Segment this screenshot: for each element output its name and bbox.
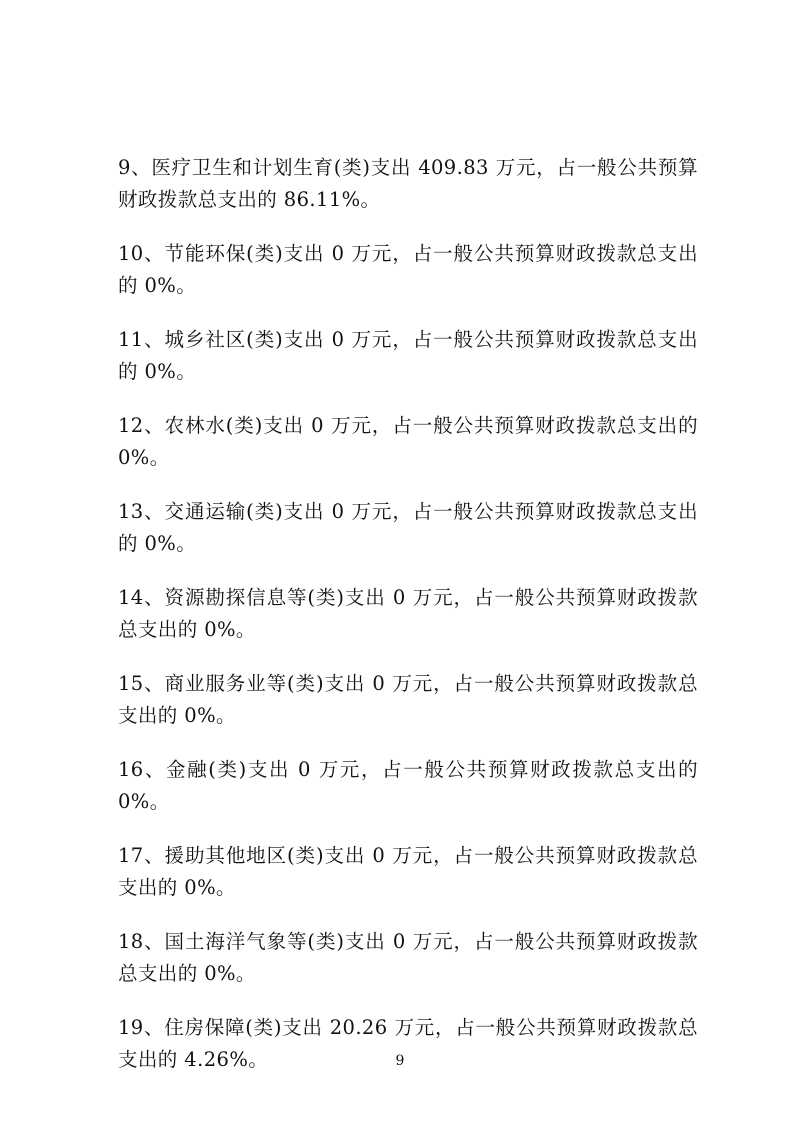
body-text (118, 152, 698, 1098)
paragraph-item-9: 9、医疗卫生和计划生育(类)支出 409.83 万元，占一般公共预算财政拨款总支出的 86.11%。 (118, 156, 698, 211)
paragraph-item-19: 19、住房保障(类)支出 20.26 万元，占一般公共预算财政拨款总支出的 4.26%。 (118, 1016, 698, 1071)
paragraph-item-10: 10、节能环保(类)支出 0 万元，占一般公共预算财政拨款总支出的 0%。 (118, 242, 698, 297)
paragraph-item-17: 17、援助其他地区(类)支出 0 万元，占一般公共预算财政拨款总支出的 0%。 (118, 844, 698, 899)
paragraph-item-13: 13、交通运输(类)支出 0 万元，占一般公共预算财政拨款总支出的 0%。 (118, 500, 698, 555)
paragraph-item-12: 12、农林水(类)支出 0 万元，占一般公共预算财政拨款总支出的 0%。 (118, 414, 698, 469)
page-number: 9 (395, 1053, 405, 1069)
paragraph-item-16: 16、金融(类)支出 0 万元，占一般公共预算财政拨款总支出的 0%。 (118, 758, 698, 813)
paragraph-item-11: 11、城乡社区(类)支出 0 万元，占一般公共预算财政拨款总支出的 0%。 (118, 328, 698, 383)
paragraph-item-15: 15、商业服务业等(类)支出 0 万元，占一般公共预算财政拨款总支出的 0%。 (118, 672, 698, 727)
paragraph-item-18: 18、国土海洋气象等(类)支出 0 万元，占一般公共预算财政拨款总支出的 0%。 (118, 930, 698, 985)
paragraph-item-14: 14、资源勘探信息等(类)支出 0 万元，占一般公共预算财政拨款总支出的 0%。 (118, 586, 698, 641)
